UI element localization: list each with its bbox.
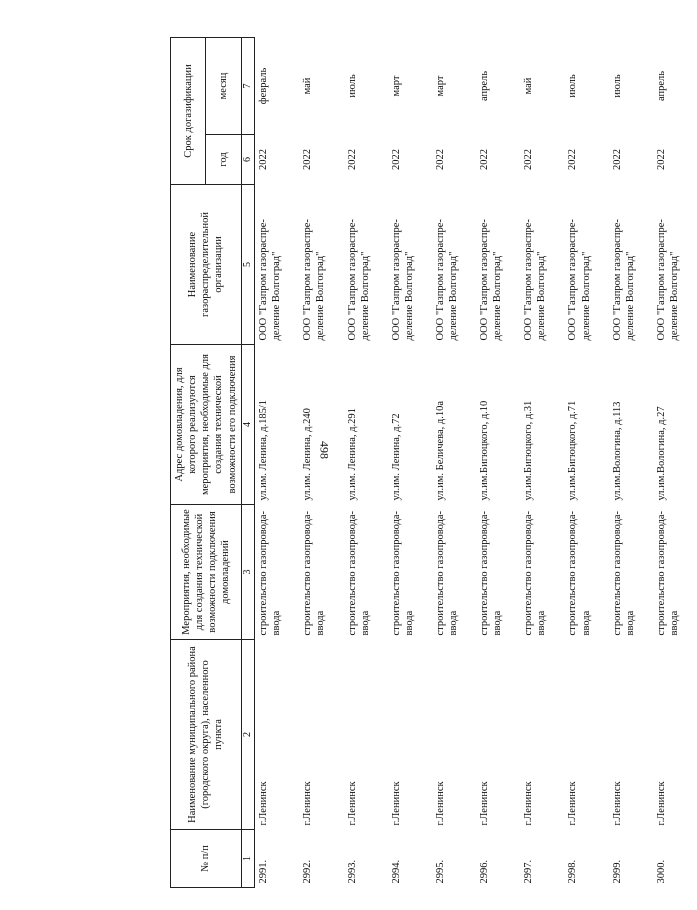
row-organization: ООО "Газпром газораспре-деление Волгоград"	[258, 219, 283, 341]
row-number: 2996.	[479, 859, 491, 884]
row-number: 2998.	[567, 859, 579, 884]
row-measure: строительство газопровода-ввода	[346, 510, 371, 636]
row-year: 2022	[567, 149, 579, 170]
rotated-table-wrapper	[170, 38, 680, 888]
row-measure: строительство газопровода-ввода	[479, 510, 504, 636]
column-number: 7	[241, 37, 255, 134]
row-town: г.Ленинск	[567, 781, 579, 826]
row-number: 2999.	[611, 859, 623, 884]
row-address: ул.им. Беличева, д.10а	[434, 400, 446, 501]
row-address: ул.им.Бигюцкого, д.31	[523, 400, 535, 501]
header-col-organization: Наименование газораспределительной организации	[171, 185, 242, 345]
row-measure: строительство газопровода-ввода	[302, 510, 327, 636]
row-number: 2994.	[390, 859, 402, 884]
row-month: май	[523, 77, 535, 95]
header-col-measures: Мероприятия, необходимые для создания технической возможности подключения домовладений	[171, 505, 242, 640]
row-address: ул.им.Бигюцкого, д.71	[567, 400, 579, 501]
header-col-deadline: Срок догазификации	[171, 37, 206, 184]
row-month: апрель	[479, 70, 491, 102]
row-town: г.Ленинск	[390, 781, 402, 826]
header-col-month: месяц	[206, 37, 241, 134]
row-number: 2993.	[346, 859, 358, 884]
row-organization: ООО "Газпром газораспре-деление Волгоград"	[655, 219, 680, 341]
row-organization: ООО "Газпром газораспре-деление Волгоград"	[479, 219, 504, 341]
row-address: ул.им.Вологина, д.27	[655, 406, 667, 501]
column-number: 5	[241, 185, 255, 345]
row-month: март	[390, 75, 402, 97]
header-col-address: Адрес домовладения, для которого реализуются мероприятия, необходимые для создания технической возможности его подключения	[171, 345, 242, 505]
header-col-municipality: Наименование муниципального района (городского округа), населенного пункта	[171, 640, 242, 830]
row-address: ул.им.Бигюцкого, д.10	[479, 400, 491, 501]
table-row	[564, 37, 608, 887]
row-address: ул.им. Ленина, д.240	[302, 408, 314, 501]
row-year: 2022	[655, 149, 667, 170]
row-number: 2991.	[258, 859, 270, 884]
row-year: 2022	[346, 149, 358, 170]
row-year: 2022	[434, 149, 446, 170]
row-month: февраль	[258, 67, 270, 105]
row-measure: строительство газопровода-ввода	[655, 510, 680, 636]
row-year: 2022	[390, 149, 402, 170]
row-number: 2995.	[434, 859, 446, 884]
row-year: 2022	[523, 149, 535, 170]
table-row	[476, 37, 520, 887]
row-measure: строительство газопровода-ввода	[567, 510, 592, 636]
row-town: г.Ленинск	[434, 781, 446, 826]
row-month: июль	[567, 74, 579, 98]
table-row	[344, 37, 388, 887]
row-address: ул.им. Ленина, д.291	[346, 408, 358, 501]
row-organization: ООО "Газпром газораспре-деление Волгоград"	[611, 219, 636, 341]
gasification-table	[170, 37, 697, 888]
table-row	[609, 37, 653, 887]
row-measure: строительство газопровода-ввода	[611, 510, 636, 636]
row-address: ул.им. Ленина, д.72	[390, 413, 402, 501]
row-organization: ООО "Газпром газораспре-деление Волгоград"	[346, 219, 371, 341]
table-row	[299, 37, 343, 887]
row-organization: ООО "Газпром газораспре-деление Волгоград"	[434, 219, 459, 341]
row-town: г.Ленинск	[479, 781, 491, 826]
table-row	[432, 37, 476, 887]
row-year: 2022	[611, 149, 623, 170]
row-address: ул.им.Вологина, д.113	[611, 401, 623, 501]
column-number: 3	[241, 505, 255, 640]
column-number: 1	[241, 830, 255, 888]
row-month: март	[434, 75, 446, 97]
header-row	[171, 37, 206, 887]
row-measure: строительство газопровода-ввода	[523, 510, 548, 636]
row-number: 2992.	[302, 859, 314, 884]
row-month: апрель	[655, 70, 667, 102]
header-col-year: год	[206, 135, 241, 185]
row-organization: ООО "Газпром газораспре-деление Волгоград"	[390, 219, 415, 341]
header-col-number: № п/п	[171, 830, 242, 888]
column-number-row	[241, 37, 255, 887]
column-number: 4	[241, 345, 255, 505]
table-row	[520, 37, 564, 887]
row-year: 2022	[302, 149, 314, 170]
row-town: г.Ленинск	[346, 781, 358, 826]
row-organization: ООО "Газпром газораспре-деление Волгоград"	[523, 219, 548, 341]
row-number: 3000.	[655, 859, 667, 884]
row-month: июль	[346, 74, 358, 98]
row-town: г.Ленинск	[302, 781, 314, 826]
row-measure: строительство газопровода-ввода	[390, 510, 415, 636]
table-row	[653, 37, 697, 887]
row-month: июль	[611, 74, 623, 98]
row-number: 2997.	[523, 859, 535, 884]
column-number: 2	[241, 640, 255, 830]
table-row	[255, 37, 300, 887]
row-address: ул.им. Ленина, д.185/1	[258, 399, 270, 501]
row-town: г.Ленинск	[523, 781, 535, 826]
row-measure: строительство газопровода-ввода	[434, 510, 459, 636]
row-month: май	[302, 77, 314, 95]
row-town: г.Ленинск	[655, 781, 667, 826]
row-year: 2022	[258, 149, 270, 170]
column-number: 6	[241, 135, 255, 185]
row-organization: ООО "Газпром газораспре-деление Волгоград"	[567, 219, 592, 341]
table-row	[388, 37, 432, 887]
row-year: 2022	[479, 149, 491, 170]
row-town: г.Ленинск	[611, 781, 623, 826]
row-town: г.Ленинск	[258, 781, 270, 826]
row-measure: строительство газопровода-ввода	[258, 510, 283, 636]
row-organization: ООО "Газпром газораспре-деление Волгоград"	[302, 219, 327, 341]
page-number: 498	[317, 441, 332, 459]
